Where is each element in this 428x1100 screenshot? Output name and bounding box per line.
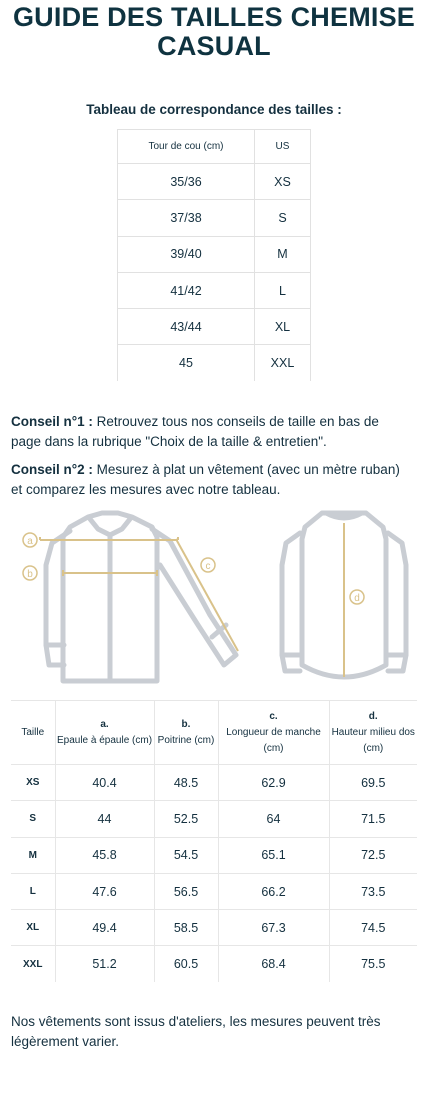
shoulder-cell: 47.6 <box>55 873 154 909</box>
table-row <box>118 236 311 272</box>
sleeve-cell: 68.4 <box>218 946 329 982</box>
table-row <box>11 910 417 946</box>
size-cell: XL <box>11 910 55 946</box>
column-header-size-label: Taille <box>21 726 45 738</box>
column-header-label: Poitrine (cm) <box>157 734 215 746</box>
column-header-label: Hauteur milieu dos (cm) <box>331 726 415 754</box>
tip-1 <box>11 412 411 452</box>
sleeve-cell: 64 <box>218 801 329 837</box>
sleeve-cell: 65.1 <box>218 837 329 873</box>
us-size-cell: L <box>255 272 311 308</box>
neck-cell: 45 <box>118 345 255 381</box>
marker-d-icon <box>350 590 364 604</box>
tip-2-label: Conseil n°2 : <box>11 462 93 477</box>
us-size-cell: XS <box>255 164 311 200</box>
table-header-row <box>11 701 417 765</box>
size-cell: S <box>11 801 55 837</box>
tip-2 <box>11 460 411 500</box>
neck-cell: 37/38 <box>118 200 255 236</box>
us-size-cell: M <box>255 236 311 272</box>
column-header-sleeve <box>218 701 329 765</box>
marker-c-icon <box>201 558 215 572</box>
back-length-cell: 71.5 <box>329 801 417 837</box>
table-row <box>118 164 311 200</box>
chest-cell: 48.5 <box>154 765 218 801</box>
sleeve-cell: 62.9 <box>218 765 329 801</box>
column-header-back-length <box>329 701 417 765</box>
measurement-table <box>11 700 417 982</box>
column-header-label: Epaule à épaule (cm) <box>56 734 153 746</box>
table-row <box>11 946 417 982</box>
chest-cell: 60.5 <box>154 946 218 982</box>
marker-b-label: b <box>27 569 33 580</box>
size-cell: XXL <box>11 946 55 982</box>
shoulder-cell: 51.2 <box>55 946 154 982</box>
sleeve-cell: 67.3 <box>218 910 329 946</box>
marker-b-icon <box>23 566 37 580</box>
neck-cell: 39/40 <box>118 236 255 272</box>
table-row <box>11 801 417 837</box>
chest-cell: 54.5 <box>154 837 218 873</box>
sleeve-cell: 66.2 <box>218 873 329 909</box>
column-header-label: Longueur de manche (cm) <box>226 726 321 754</box>
neck-cell: 35/36 <box>118 164 255 200</box>
table-row <box>11 765 417 801</box>
chest-cell: 56.5 <box>154 873 218 909</box>
shoulder-cell: 45.8 <box>55 837 154 873</box>
table-row <box>118 309 311 345</box>
marker-a-icon <box>23 533 37 547</box>
column-header-chest <box>154 701 218 765</box>
column-header-letter: a. <box>100 718 109 730</box>
us-size-cell: S <box>255 200 311 236</box>
tip-1-label: Conseil n°1 : <box>11 414 93 429</box>
column-header-letter: b. <box>181 718 191 730</box>
marker-d-label: d <box>354 593 360 604</box>
neck-cell: 41/42 <box>118 272 255 308</box>
column-header-letter: c. <box>269 710 278 722</box>
back-length-cell: 72.5 <box>329 837 417 873</box>
table-header-row <box>118 130 311 164</box>
column-header-us: US <box>255 130 311 164</box>
shoulder-cell: 44 <box>55 801 154 837</box>
table-row <box>118 272 311 308</box>
conversion-table-title: Tableau de correspondance des tailles : <box>86 102 342 117</box>
tip-2-text: Mesurez à plat un vêtement (avec un mètre ruban) et comparez les mesures avec notre tableau. <box>11 462 400 497</box>
back-length-cell: 75.5 <box>361 957 386 972</box>
column-header-size <box>11 701 55 765</box>
table-row <box>118 345 311 381</box>
shirt-measurement-diagram <box>0 505 428 700</box>
back-length-cell: 73.5 <box>329 873 417 909</box>
chest-cell: 52.5 <box>154 801 218 837</box>
table-row <box>11 873 417 909</box>
column-header-neck: Tour de cou (cm) <box>118 130 255 164</box>
tip-1-text: Retrouvez tous nos conseils de taille en bas de page dans la rubrique "Choix de la taille & entretien". <box>11 414 379 449</box>
back-length-cell: 69.5 <box>329 765 417 801</box>
size-cell: L <box>11 873 55 909</box>
size-conversion-table <box>117 129 311 381</box>
neck-cell: 43/44 <box>118 309 255 345</box>
footer-note: Nos vêtements sont issus d'ateliers, les mesures peuvent très légèrement varier. <box>11 1014 381 1049</box>
size-cell: M <box>11 837 55 873</box>
marker-c-label: c <box>205 561 211 572</box>
us-size-cell: XXL <box>255 345 311 381</box>
us-size-cell: XL <box>255 309 311 345</box>
marker-a-label: a <box>27 536 33 547</box>
back-length-cell: 74.5 <box>329 910 417 946</box>
table-row <box>118 200 311 236</box>
column-header-letter: d. <box>368 710 378 722</box>
shoulder-cell: 40.4 <box>55 765 154 801</box>
chest-cell: 58.5 <box>154 910 218 946</box>
column-header-shoulder <box>55 701 154 765</box>
page-title: GUIDE DES TAILLES CHEMISE CASUAL <box>12 2 416 61</box>
size-cell: XS <box>11 765 55 801</box>
shoulder-cell: 49.4 <box>55 910 154 946</box>
table-row <box>11 837 417 873</box>
